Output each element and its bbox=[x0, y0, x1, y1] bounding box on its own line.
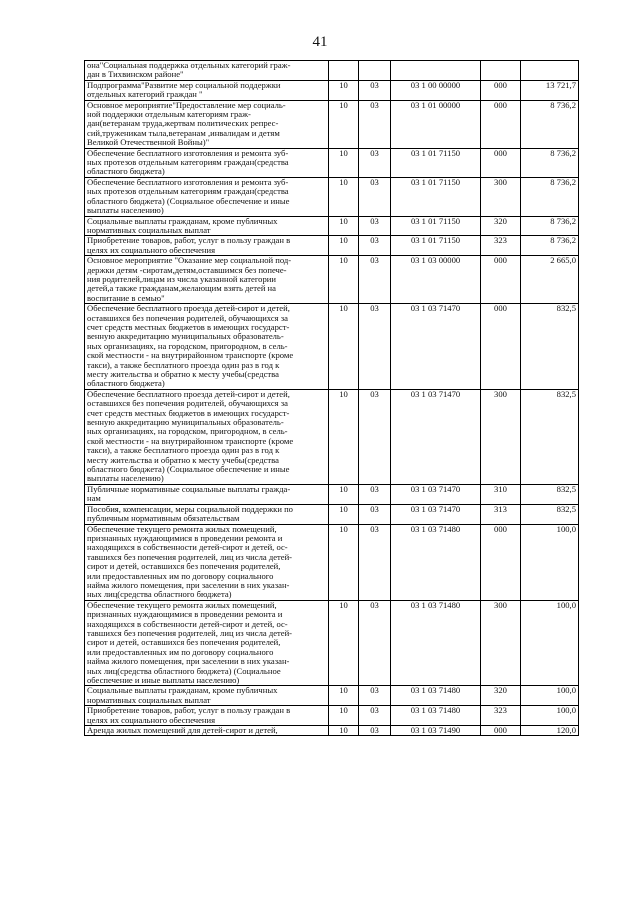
row-expense-type bbox=[481, 100, 521, 148]
row-section-text: 10 bbox=[339, 483, 348, 494]
row-subsection-text: 03 bbox=[370, 255, 379, 266]
row-name-text: Обеспечение бесплатного изготовления и ремонта зуб- ных протезов отдельным категориям граждан(средства областного бюджета) bbox=[87, 147, 289, 177]
row-expense-type bbox=[481, 304, 521, 390]
row-name bbox=[85, 726, 329, 736]
row-amount-text: 8 736,2 bbox=[550, 235, 576, 246]
row-expense-type-text: 000 bbox=[494, 523, 507, 534]
row-name bbox=[85, 389, 329, 484]
row-name-text: Обеспечение бесплатного проезда детей-сирот и детей, оставшихся без попечения родителей, обучающихся за счет средств местных бюджетов в имеющих государст- венную аккредитацию муниципальных образователь- ных организациях, на городском, пригородном, в сель- ской местности - на внутрирайонном транспорте (кроме такси), а также бесплатного проезда один раз в год к месту жительства и обратно к месту учебы(средства областного бюджета) bbox=[87, 303, 294, 389]
table-row bbox=[85, 216, 579, 236]
row-target-code bbox=[391, 524, 481, 600]
row-subsection-text: 03 bbox=[370, 685, 379, 696]
row-subsection-text: 03 bbox=[370, 147, 379, 158]
row-target-code bbox=[391, 726, 481, 736]
row-section bbox=[329, 256, 359, 304]
row-target-code bbox=[391, 236, 481, 256]
row-section bbox=[329, 236, 359, 256]
row-target-code bbox=[391, 256, 481, 304]
row-amount-text: 8 736,2 bbox=[550, 176, 576, 187]
row-amount bbox=[521, 236, 579, 256]
table-row bbox=[85, 484, 579, 504]
row-name-text: Обеспечение бесплатного проезда детей-сирот и детей, оставшихся без попечения родителей, обучающихся за счет средств местных бюджетов в имеющих государст- венную аккредитацию муниципальных образователь- ных организациях, на городском, пригородном, в сель- ской местности - на внутрирайонном транспорте (кроме такси), а также бесплатного проезда один раз в год к месту жительства и обратно к месту учебы(средства областного бюджета) (Социальное обеспечение и иные выплаты населению) bbox=[87, 388, 294, 484]
row-name bbox=[85, 484, 329, 504]
row-expense-type-text: 320 bbox=[494, 215, 507, 226]
row-amount-text: 100,0 bbox=[556, 685, 576, 696]
row-amount-text: 100,0 bbox=[556, 523, 576, 534]
row-section bbox=[329, 600, 359, 686]
row-target-code bbox=[391, 686, 481, 706]
table-row bbox=[85, 148, 579, 177]
row-name bbox=[85, 706, 329, 726]
row-subsection bbox=[359, 686, 391, 706]
row-subsection bbox=[359, 504, 391, 524]
row-name bbox=[85, 236, 329, 256]
row-subsection-text: 03 bbox=[370, 483, 379, 494]
row-amount bbox=[521, 177, 579, 216]
row-name-text: Пособия, компенсации, меры социальной поддержки по публичным нормативным обязательствам bbox=[87, 503, 293, 524]
row-name-text: Обеспечение бесплатного изготовления и ремонта зуб- ных протезов отдельным категориям граждан(средства областного бюджета) (Социальное обеспечение и иные выплаты населению) bbox=[87, 176, 290, 216]
row-expense-type-text: 323 bbox=[494, 705, 507, 716]
row-name bbox=[85, 504, 329, 524]
row-target-code-text: 03 1 01 71150 bbox=[410, 215, 461, 226]
row-amount-text: 8 736,2 bbox=[550, 99, 576, 110]
row-subsection-text: 03 bbox=[370, 235, 379, 246]
row-section bbox=[329, 61, 359, 81]
row-expense-type bbox=[481, 484, 521, 504]
row-subsection-text: 03 bbox=[370, 79, 379, 90]
row-amount bbox=[521, 80, 579, 100]
table-row bbox=[85, 80, 579, 100]
row-amount-text: 2 665,0 bbox=[550, 255, 576, 266]
row-expense-type-text: 300 bbox=[494, 388, 507, 399]
row-amount bbox=[521, 726, 579, 736]
row-amount bbox=[521, 706, 579, 726]
row-amount-text: 832,5 bbox=[556, 483, 576, 494]
row-name bbox=[85, 177, 329, 216]
row-target-code bbox=[391, 504, 481, 524]
row-expense-type-text: 320 bbox=[494, 685, 507, 696]
row-section bbox=[329, 216, 359, 236]
row-subsection-text: 03 bbox=[370, 503, 379, 514]
table-row bbox=[85, 61, 579, 81]
row-expense-type bbox=[481, 61, 521, 81]
row-name bbox=[85, 80, 329, 100]
row-target-code-text: 03 1 03 71470 bbox=[410, 388, 461, 399]
row-amount bbox=[521, 216, 579, 236]
table-row bbox=[85, 100, 579, 148]
row-expense-type bbox=[481, 706, 521, 726]
row-name bbox=[85, 600, 329, 686]
row-subsection bbox=[359, 256, 391, 304]
row-subsection-text: 03 bbox=[370, 215, 379, 226]
row-name bbox=[85, 686, 329, 706]
row-expense-type bbox=[481, 726, 521, 736]
row-section bbox=[329, 148, 359, 177]
row-subsection bbox=[359, 236, 391, 256]
row-section-text: 10 bbox=[339, 79, 348, 90]
row-name-text: Публичные нормативные социальные выплаты гражда- нам bbox=[87, 483, 291, 504]
row-amount bbox=[521, 304, 579, 390]
table-row bbox=[85, 177, 579, 216]
row-target-code bbox=[391, 100, 481, 148]
row-subsection bbox=[359, 706, 391, 726]
row-section bbox=[329, 100, 359, 148]
row-amount-text: 100,0 bbox=[556, 599, 576, 610]
row-name-text: Основное мероприятие "Оказание мер социальной под- держки детям -сиротам,детям,оставшимся без попече- ния родителей,лицам из числа указанной категории детей,а также гражданам,желающим взять детей на воспитание в семью" bbox=[87, 255, 292, 303]
row-target-code-text: 03 1 03 00000 bbox=[410, 255, 461, 266]
row-amount-text: 8 736,2 bbox=[550, 215, 576, 226]
row-section bbox=[329, 524, 359, 600]
row-subsection-text: 03 bbox=[370, 725, 379, 736]
row-expense-type-text: 323 bbox=[494, 235, 507, 246]
row-amount bbox=[521, 504, 579, 524]
row-section bbox=[329, 304, 359, 390]
row-name-text: Аренда жилых помещений для детей-сирот и детей, bbox=[87, 725, 278, 736]
row-target-code-text: 03 1 00 00000 bbox=[410, 79, 461, 90]
row-subsection bbox=[359, 100, 391, 148]
row-name-text: Основное мероприятие"Предоставление мер социаль- ной поддержки отдельным категориям граж- дан(ветеранам труда,жертвам политических репрес- сий,труженикам тыла,ветеранам ,инвалидам и детям Великой Отечественной Войны)" bbox=[87, 99, 286, 148]
row-expense-type bbox=[481, 80, 521, 100]
row-expense-type bbox=[481, 148, 521, 177]
row-name-text: Социальные выплаты гражданам, кроме публичных нормативных социальных выплат bbox=[87, 215, 278, 235]
row-target-code-text: 03 1 03 71470 bbox=[410, 303, 461, 314]
row-subsection bbox=[359, 148, 391, 177]
row-expense-type bbox=[481, 504, 521, 524]
row-name bbox=[85, 100, 329, 148]
row-target-code bbox=[391, 61, 481, 81]
row-section-text: 10 bbox=[339, 235, 348, 246]
row-subsection bbox=[359, 484, 391, 504]
row-target-code bbox=[391, 389, 481, 484]
row-amount bbox=[521, 484, 579, 504]
table-row bbox=[85, 256, 579, 304]
row-expense-type-text: 000 bbox=[494, 725, 507, 736]
row-section bbox=[329, 726, 359, 736]
row-subsection bbox=[359, 304, 391, 390]
row-subsection bbox=[359, 61, 391, 81]
row-name-text: Социальные выплаты гражданам, кроме публичных нормативных социальных выплат bbox=[87, 685, 278, 705]
row-subsection bbox=[359, 216, 391, 236]
row-subsection-text: 03 bbox=[370, 303, 379, 314]
row-target-code-text: 03 1 01 00000 bbox=[410, 99, 461, 110]
row-amount bbox=[521, 256, 579, 304]
row-target-code bbox=[391, 706, 481, 726]
row-target-code bbox=[391, 80, 481, 100]
row-target-code bbox=[391, 484, 481, 504]
row-target-code-text: 03 1 03 71490 bbox=[410, 725, 461, 736]
budget-table bbox=[84, 60, 579, 736]
row-expense-type bbox=[481, 177, 521, 216]
row-section-text: 10 bbox=[339, 255, 348, 266]
row-section-text: 10 bbox=[339, 303, 348, 314]
row-expense-type-text: 300 bbox=[494, 176, 507, 187]
page-number: 41 bbox=[312, 34, 328, 50]
row-target-code bbox=[391, 148, 481, 177]
row-section bbox=[329, 504, 359, 524]
row-target-code bbox=[391, 600, 481, 686]
row-subsection-text: 03 bbox=[370, 99, 379, 110]
row-expense-type-text: 000 bbox=[494, 99, 507, 110]
table-row bbox=[85, 304, 579, 390]
row-subsection-text: 03 bbox=[370, 599, 379, 610]
row-amount bbox=[521, 61, 579, 81]
row-section bbox=[329, 484, 359, 504]
row-amount bbox=[521, 524, 579, 600]
table-row bbox=[85, 726, 579, 736]
table-row bbox=[85, 389, 579, 484]
row-amount-text: 13 721,7 bbox=[545, 79, 576, 90]
row-section-text: 10 bbox=[339, 523, 348, 534]
row-amount-text: 832,5 bbox=[556, 503, 576, 514]
row-section bbox=[329, 389, 359, 484]
row-expense-type bbox=[481, 389, 521, 484]
row-section-text: 10 bbox=[339, 147, 348, 158]
row-section bbox=[329, 686, 359, 706]
row-section-text: 10 bbox=[339, 503, 348, 514]
row-amount-text: 832,5 bbox=[556, 388, 576, 399]
row-target-code bbox=[391, 216, 481, 236]
row-expense-type-text: 313 bbox=[494, 503, 507, 514]
row-expense-type-text: 000 bbox=[494, 255, 507, 266]
row-amount bbox=[521, 600, 579, 686]
row-subsection-text: 03 bbox=[370, 705, 379, 716]
row-target-code-text: 03 1 01 71150 bbox=[410, 176, 461, 187]
table-row bbox=[85, 686, 579, 706]
row-name-text: Обеспечение текущего ремонта жилых помещений, признанных нуждающимися в проведении ремонта и находящихся в собственности детей-сирот и детей, ос- тавшихся без попечения родителей, лиц из числа детей- сирот и детей, оставшихся без попечения родителей, или предоставленных им по договору социального найма жилого помещения, при заселении в них указан- ных лиц(средства областного бюджета) bbox=[87, 523, 293, 600]
row-target-code-text: 03 1 01 71150 bbox=[410, 235, 461, 246]
row-section bbox=[329, 80, 359, 100]
row-section-text: 10 bbox=[339, 685, 348, 696]
row-section bbox=[329, 177, 359, 216]
row-amount bbox=[521, 389, 579, 484]
row-amount bbox=[521, 100, 579, 148]
row-section-text: 10 bbox=[339, 599, 348, 610]
row-expense-type-text: 000 bbox=[494, 79, 507, 90]
row-expense-type bbox=[481, 216, 521, 236]
row-name bbox=[85, 256, 329, 304]
row-subsection-text: 03 bbox=[370, 176, 379, 187]
row-name-text: Приобретение товаров, работ, услуг в пользу граждан в целях их социального обеспечения bbox=[87, 235, 291, 255]
row-expense-type bbox=[481, 236, 521, 256]
row-name-text: Приобретение товаров, работ, услуг в пользу граждан в целях их социального обеспечения bbox=[87, 705, 291, 725]
row-section-text: 10 bbox=[339, 388, 348, 399]
row-target-code bbox=[391, 177, 481, 216]
row-name-text: Подпрограмма"Развитие мер социальной поддержки отдельных категорий граждан " bbox=[87, 79, 281, 100]
row-section-text: 10 bbox=[339, 99, 348, 110]
row-expense-type bbox=[481, 524, 521, 600]
row-name-text: она"Социальная поддержка отдельных категорий граж- дан в Тихвинском районе" bbox=[87, 60, 291, 80]
row-name bbox=[85, 148, 329, 177]
row-amount-text: 100,0 bbox=[556, 705, 576, 716]
row-subsection-text: 03 bbox=[370, 388, 379, 399]
row-section-text: 10 bbox=[339, 725, 348, 736]
row-subsection bbox=[359, 389, 391, 484]
row-subsection bbox=[359, 177, 391, 216]
row-amount-text: 120,0 bbox=[556, 725, 576, 736]
row-section bbox=[329, 706, 359, 726]
row-subsection bbox=[359, 80, 391, 100]
row-subsection bbox=[359, 726, 391, 736]
row-expense-type bbox=[481, 686, 521, 706]
row-name bbox=[85, 524, 329, 600]
row-section-text: 10 bbox=[339, 176, 348, 187]
row-expense-type-text: 310 bbox=[494, 483, 507, 494]
row-target-code-text: 03 1 03 71480 bbox=[410, 705, 461, 716]
table-row bbox=[85, 600, 579, 686]
row-section-text: 10 bbox=[339, 215, 348, 226]
row-expense-type bbox=[481, 256, 521, 304]
table-row bbox=[85, 504, 579, 524]
row-target-code-text: 03 1 03 71480 bbox=[410, 685, 461, 696]
row-amount bbox=[521, 686, 579, 706]
row-expense-type-text: 000 bbox=[494, 147, 507, 158]
row-amount-text: 832,5 bbox=[556, 303, 576, 314]
row-subsection bbox=[359, 600, 391, 686]
row-target-code-text: 03 1 03 71480 bbox=[410, 599, 461, 610]
table-row bbox=[85, 706, 579, 726]
row-expense-type-text: 000 bbox=[494, 303, 507, 314]
row-name bbox=[85, 304, 329, 390]
row-subsection-text: 03 bbox=[370, 523, 379, 534]
row-target-code-text: 03 1 01 71150 bbox=[410, 147, 461, 158]
row-section-text: 10 bbox=[339, 705, 348, 716]
row-target-code bbox=[391, 304, 481, 390]
row-name bbox=[85, 216, 329, 236]
table-row bbox=[85, 524, 579, 600]
row-target-code-text: 03 1 03 71480 bbox=[410, 523, 461, 534]
row-name bbox=[85, 61, 329, 81]
row-target-code-text: 03 1 03 71470 bbox=[410, 503, 461, 514]
row-subsection bbox=[359, 524, 391, 600]
table-row bbox=[85, 236, 579, 256]
row-amount bbox=[521, 148, 579, 177]
row-expense-type-text: 300 bbox=[494, 599, 507, 610]
row-target-code-text: 03 1 03 71470 bbox=[410, 483, 461, 494]
row-expense-type bbox=[481, 600, 521, 686]
row-amount-text: 8 736,2 bbox=[550, 147, 576, 158]
row-name-text: Обеспечение текущего ремонта жилых помещений, признанных нуждающимися в проведении ремонта и находящихся в собственности детей-сирот и детей, ос- тавшихся без попечения родителей, лиц из числа детей- сирот и детей, оставшихся без попечения родителей, или предоставленных им по договору социального найма жилого помещения, при заселении в них указан- ных лиц(средства областного бюджета) (Социальное обеспечение и иные выплаты населению) bbox=[87, 599, 293, 685]
